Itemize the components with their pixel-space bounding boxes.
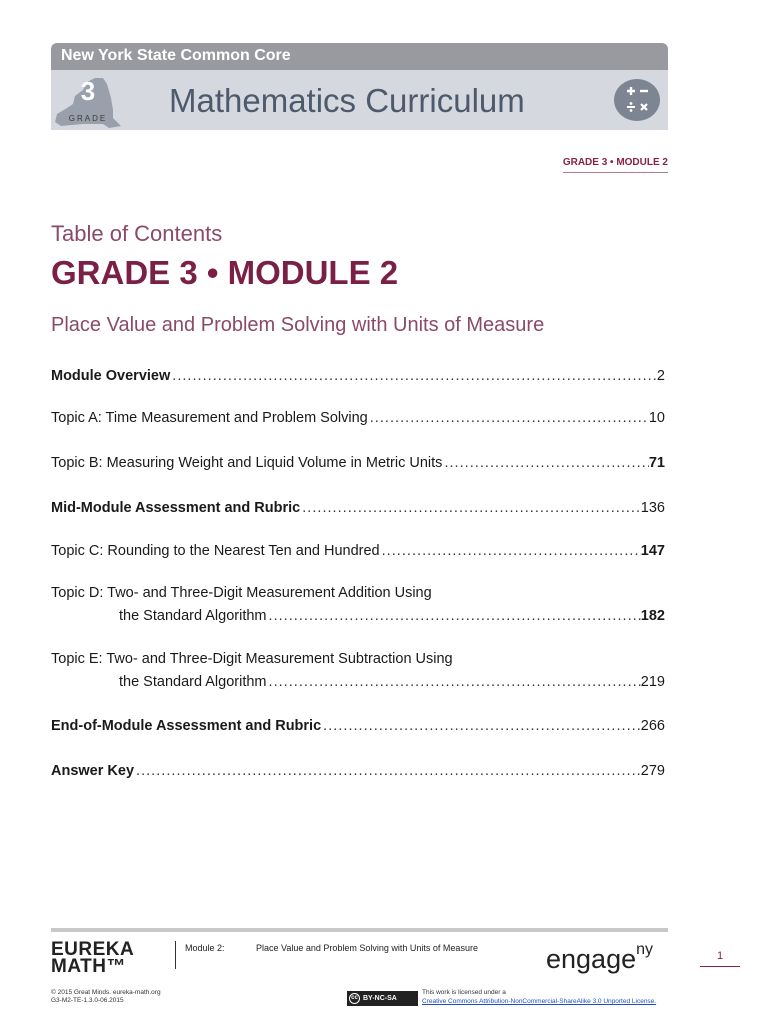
toc-entry-page: 2 — [656, 368, 665, 384]
toc-entry-label: End-of-Module Assessment and Rubric — [51, 718, 322, 734]
toc-entry-page: 10 — [648, 410, 665, 426]
license-link[interactable]: Creative Commons Attribution-NonCommercial-ShareAlike 3.0 Unported License. — [422, 998, 657, 1005]
toc-entry-topic-e[interactable] — [51, 651, 665, 671]
toc-entry-label: Topic D: Two- and Three-Digit Measurement Addition Using — [51, 585, 432, 601]
toc-entry-label: Topic C: Rounding to the Nearest Ten and Hundred — [51, 543, 380, 559]
toc-entry-label: Topic E: Two- and Three-Digit Measurement Subtraction Using — [51, 651, 453, 667]
module-subtitle: Place Value and Problem Solving with Units of Measure — [51, 314, 545, 336]
toc-entry-label: Mid-Module Assessment and Rubric — [51, 500, 301, 516]
toc-entry-label: Module Overview — [51, 368, 171, 384]
header-main — [51, 70, 668, 130]
cc-badge-text: BY-NC-SA — [363, 995, 397, 1002]
toc-entry-topic-a[interactable] — [51, 410, 665, 430]
toc-entry-page: 219 — [640, 674, 665, 690]
eureka-logo-line2: MATH™ — [51, 956, 126, 977]
toc-entry-page: 266 — [640, 718, 665, 734]
curriculum-title: Mathematics Curriculum — [169, 82, 525, 119]
engageny-logo — [546, 941, 654, 975]
toc-entry-label-continued: the Standard Algorithm — [119, 674, 267, 690]
toc-entry-label: Topic A: Time Measurement and Problem Solving — [51, 410, 368, 426]
toc-entry-mid-module-assessment[interactable] — [51, 500, 665, 520]
engage-word: engage — [546, 944, 637, 974]
toc-entry-page: 182 — [640, 608, 665, 624]
footer-separator — [175, 941, 176, 969]
footer-divider — [51, 928, 668, 932]
toc-entry-page: 71 — [648, 455, 665, 471]
ny-word: ny — [636, 941, 654, 958]
toc-entry-topic-e-continued[interactable] — [51, 674, 665, 694]
toc-entry-answer-key[interactable] — [51, 763, 665, 783]
grade-word: GRADE — [68, 114, 108, 123]
toc-entry-topic-d-continued[interactable] — [51, 608, 665, 628]
license-text: This work is licensed under a — [422, 989, 506, 996]
page-title: GRADE 3 • MODULE 2 — [51, 254, 399, 291]
toc-label: Table of Contents — [51, 221, 223, 246]
eureka-math-logo — [51, 941, 134, 975]
eureka-logo-line1: EUREKA — [51, 939, 135, 960]
grade-number: 3 — [80, 76, 96, 106]
creative-commons-icon: cc — [349, 993, 360, 1004]
page-number: 1 — [700, 950, 740, 967]
toc-entry-topic-c[interactable] — [51, 543, 665, 563]
toc-entry-label: Topic B: Measuring Weight and Liquid Volume in Metric Units — [51, 455, 443, 471]
toc-entry-page: 147 — [640, 543, 665, 559]
header-banner-text: New York State Common Core — [61, 47, 291, 64]
toc-entry-topic-d[interactable] — [51, 585, 665, 605]
copyright-text: © 2015 Great Minds. eureka-math.org — [51, 989, 161, 996]
toc-entry-page: 136 — [640, 500, 665, 516]
toc-entry-label-continued: the Standard Algorithm — [119, 608, 267, 624]
cc-license-badge[interactable] — [347, 991, 418, 1006]
toc-entry-end-of-module-assessment[interactable] — [51, 718, 665, 738]
grade-module-tag: GRADE 3 • MODULE 2 — [563, 157, 668, 173]
toc-entry-page: 279 — [640, 763, 665, 779]
footer-module-title: Place Value and Problem Solving with Units of Measure — [256, 943, 478, 953]
toc-entry-module-overview[interactable] — [51, 368, 665, 388]
toc-entry-label: Answer Key — [51, 763, 135, 779]
document-code: G3-M2-TE-1.3.0-06.2015 — [51, 997, 124, 1004]
toc-entry-topic-b[interactable] — [51, 455, 665, 475]
header-banner — [51, 43, 668, 70]
math-operations-icon — [613, 78, 661, 122]
footer-module-label: Module 2: — [185, 943, 225, 953]
